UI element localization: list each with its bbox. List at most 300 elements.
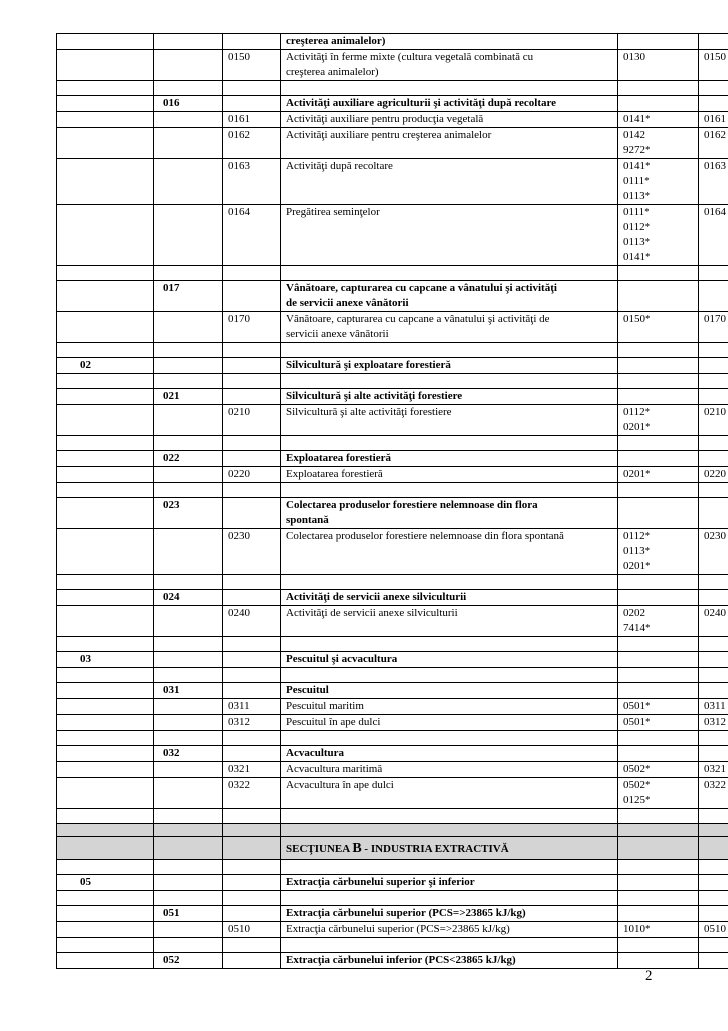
section-letter: B [352, 841, 362, 856]
division-code-cell [57, 159, 154, 205]
isic-code-cell [699, 281, 728, 312]
group-code-cell: 023 [154, 498, 223, 529]
empty-cell [223, 343, 281, 358]
group-code-cell [154, 652, 223, 668]
class-code-cell [223, 358, 281, 374]
class-code-cell [223, 96, 281, 112]
description-cell: Activităţi auxiliare pentru producţia vegetală [281, 112, 618, 128]
empty-cell [699, 436, 728, 451]
empty-cell [154, 891, 223, 906]
table-row [57, 159, 728, 205]
spacer-row [57, 860, 728, 875]
empty-cell [699, 938, 728, 953]
description-cell: Silvicultură şi alte activităţi forestiere [281, 389, 618, 405]
division-code-cell [57, 778, 154, 809]
group-code-cell: 052 [154, 953, 223, 969]
empty-cell [618, 809, 699, 824]
empty-cell [699, 860, 728, 875]
group-code-cell: 021 [154, 389, 223, 405]
description-cell: Extracţia cărbunelui superior şi inferior [281, 875, 618, 891]
empty-cell [154, 483, 223, 498]
group-code-cell: 051 [154, 906, 223, 922]
old-code-cell: 0201* [618, 467, 699, 483]
old-code-cell: 0501* [618, 699, 699, 715]
empty-cell [618, 860, 699, 875]
table-row [57, 906, 728, 922]
isic-code-cell: 0162 [699, 128, 728, 159]
empty-cell [154, 81, 223, 96]
old-code-cell [618, 281, 699, 312]
empty-cell [699, 891, 728, 906]
class-code-cell: 0322 [223, 778, 281, 809]
description-cell: Colectarea produselor forestiere nelemnoase din flora spontană [281, 498, 618, 529]
empty-cell [281, 938, 618, 953]
empty-cell [699, 266, 728, 281]
class-code-cell [223, 451, 281, 467]
old-code-cell: 0501* [618, 715, 699, 731]
empty-cell [57, 266, 154, 281]
table-row [57, 96, 728, 112]
description-cell: Activităţi în ferme mixte (cultura vegetală combinată cu creşterea animalelor) [281, 50, 618, 81]
isic-code-cell [699, 451, 728, 467]
empty-cell [281, 891, 618, 906]
empty-cell [618, 374, 699, 389]
isic-code-cell [699, 498, 728, 529]
group-code-cell [154, 467, 223, 483]
division-code-cell [57, 451, 154, 467]
division-code-cell [57, 699, 154, 715]
group-code-cell [154, 358, 223, 374]
empty-cell [57, 436, 154, 451]
spacer-row [57, 637, 728, 652]
description-cell: Acvacultura maritimă [281, 762, 618, 778]
empty-cell [223, 637, 281, 652]
table-row [57, 922, 728, 938]
empty-cell [223, 891, 281, 906]
class-code-cell [223, 652, 281, 668]
class-code-cell [223, 389, 281, 405]
division-code-cell [57, 953, 154, 969]
group-code-cell [154, 205, 223, 266]
description-cell: Exploatarea forestieră [281, 467, 618, 483]
group-code-cell [154, 34, 223, 50]
class-code-cell: 0150 [223, 50, 281, 81]
description-cell: Vânătoare, capturarea cu capcane a vânatului şi activităţi de servicii anexe vânătorii [281, 281, 618, 312]
division-code-cell [57, 906, 154, 922]
division-code-cell: 03 [57, 652, 154, 668]
empty-cell [57, 938, 154, 953]
description-cell: Silvicultură şi alte activităţi forestiere [281, 405, 618, 436]
isic-code-cell [699, 590, 728, 606]
empty-cell [57, 731, 154, 746]
class-code-cell: 0164 [223, 205, 281, 266]
class-code-cell: 0162 [223, 128, 281, 159]
old-code-cell: 0502* [618, 762, 699, 778]
spacer-row [57, 483, 728, 498]
section-title [281, 837, 618, 860]
old-code-cell: 0202 7414* [618, 606, 699, 637]
description-cell: Vânătoare, capturarea cu capcane a vânatului şi activităţi de servicii anexe vânătorii [281, 312, 618, 343]
class-code-cell: 0321 [223, 762, 281, 778]
empty-cell [223, 809, 281, 824]
division-code-cell [57, 498, 154, 529]
isic-code-cell: 0170 [699, 312, 728, 343]
empty-cell [154, 860, 223, 875]
empty-cell [618, 343, 699, 358]
division-code-cell [57, 405, 154, 436]
empty-cell [281, 731, 618, 746]
description-cell: Activităţi de servicii anexe silviculturii [281, 590, 618, 606]
table-row [57, 762, 728, 778]
class-code-cell [223, 875, 281, 891]
old-code-cell [618, 875, 699, 891]
empty-cell [699, 343, 728, 358]
empty-cell [618, 266, 699, 281]
isic-code-cell [699, 34, 728, 50]
division-code-cell [57, 34, 154, 50]
isic-code-cell [699, 652, 728, 668]
old-code-cell [618, 906, 699, 922]
empty-cell [223, 860, 281, 875]
description-cell: Acvacultura în ape dulci [281, 778, 618, 809]
empty-cell [223, 824, 281, 837]
table-row [57, 451, 728, 467]
empty-cell [223, 731, 281, 746]
division-code-cell [57, 281, 154, 312]
table-row [57, 358, 728, 374]
description-cell: Pregătirea seminţelor [281, 205, 618, 266]
empty-cell [699, 637, 728, 652]
old-code-cell [618, 652, 699, 668]
table-row [57, 112, 728, 128]
division-code-cell [57, 128, 154, 159]
isic-code-cell [699, 875, 728, 891]
old-code-cell [618, 451, 699, 467]
group-code-cell [154, 405, 223, 436]
empty-cell [57, 374, 154, 389]
table-row [57, 128, 728, 159]
class-code-cell: 0220 [223, 467, 281, 483]
empty-cell [223, 436, 281, 451]
empty-cell [223, 81, 281, 96]
group-code-cell [154, 699, 223, 715]
isic-code-cell [699, 683, 728, 699]
empty-cell [154, 668, 223, 683]
old-code-cell: 0141* [618, 112, 699, 128]
isic-code-cell: 0312 [699, 715, 728, 731]
class-code-cell: 0510 [223, 922, 281, 938]
empty-cell [699, 668, 728, 683]
isic-code-cell [699, 358, 728, 374]
empty-cell [57, 837, 154, 860]
description-cell: Extracţia cărbunelui inferior (PCS<23865 kJ/kg) [281, 953, 618, 969]
isic-code-cell [699, 389, 728, 405]
class-code-cell: 0163 [223, 159, 281, 205]
group-code-cell: 032 [154, 746, 223, 762]
empty-cell [281, 637, 618, 652]
isic-code-cell [699, 96, 728, 112]
empty-cell [699, 374, 728, 389]
old-code-cell [618, 389, 699, 405]
empty-cell [618, 837, 699, 860]
table-row [57, 312, 728, 343]
classification-table [56, 33, 728, 969]
isic-code-cell: 0163 [699, 159, 728, 205]
empty-cell [154, 837, 223, 860]
isic-code-cell: 0150 [699, 50, 728, 81]
spacer-row [57, 266, 728, 281]
isic-code-cell: 0321 [699, 762, 728, 778]
empty-cell [154, 436, 223, 451]
isic-code-cell [699, 906, 728, 922]
page-number: 2 [645, 968, 653, 984]
empty-cell [618, 668, 699, 683]
group-code-cell: 024 [154, 590, 223, 606]
division-code-cell [57, 96, 154, 112]
description-cell: Acvacultura [281, 746, 618, 762]
group-code-cell [154, 529, 223, 575]
description-cell: Pescuitul în ape dulci [281, 715, 618, 731]
table-row [57, 875, 728, 891]
table-row [57, 715, 728, 731]
empty-cell [154, 824, 223, 837]
empty-cell [281, 374, 618, 389]
table-row [57, 529, 728, 575]
empty-cell [699, 824, 728, 837]
table-row [57, 778, 728, 809]
table-row [57, 389, 728, 405]
isic-code-cell: 0510 [699, 922, 728, 938]
isic-code-cell: 0230 [699, 529, 728, 575]
old-code-cell: 1010* [618, 922, 699, 938]
old-code-cell: 0142 9272* [618, 128, 699, 159]
group-code-cell: 017 [154, 281, 223, 312]
isic-code-cell [699, 746, 728, 762]
old-code-cell [618, 358, 699, 374]
empty-cell [281, 809, 618, 824]
division-code-cell [57, 50, 154, 81]
empty-cell [618, 436, 699, 451]
table-row [57, 683, 728, 699]
old-code-cell [618, 34, 699, 50]
empty-cell [57, 809, 154, 824]
group-code-cell [154, 778, 223, 809]
spacer-row [57, 374, 728, 389]
isic-code-cell: 0240 [699, 606, 728, 637]
isic-code-cell: 0220 [699, 467, 728, 483]
division-code-cell [57, 590, 154, 606]
old-code-cell [618, 746, 699, 762]
old-code-cell: 0141* 0111* 0113* [618, 159, 699, 205]
isic-code-cell: 0311 [699, 699, 728, 715]
class-code-cell [223, 34, 281, 50]
table-row [57, 606, 728, 637]
isic-code-cell: 0210 [699, 405, 728, 436]
group-code-cell [154, 112, 223, 128]
division-code-cell [57, 922, 154, 938]
empty-cell [618, 938, 699, 953]
empty-cell [223, 374, 281, 389]
empty-cell [281, 575, 618, 590]
empty-cell [223, 837, 281, 860]
group-code-cell [154, 50, 223, 81]
division-code-cell [57, 112, 154, 128]
empty-cell [281, 343, 618, 358]
empty-cell [57, 891, 154, 906]
class-code-cell: 0161 [223, 112, 281, 128]
old-code-cell [618, 590, 699, 606]
class-code-cell [223, 906, 281, 922]
group-code-cell [154, 762, 223, 778]
spacer-row [57, 436, 728, 451]
class-code-cell: 0311 [223, 699, 281, 715]
group-code-cell: 016 [154, 96, 223, 112]
division-code-cell [57, 467, 154, 483]
spacer-row [57, 668, 728, 683]
empty-cell [154, 731, 223, 746]
empty-cell [281, 81, 618, 96]
empty-cell [618, 483, 699, 498]
spacer-row [57, 809, 728, 824]
description-cell: Silvicultură şi exploatare forestieră [281, 358, 618, 374]
class-code-cell: 0170 [223, 312, 281, 343]
table-row [57, 652, 728, 668]
table-row [57, 590, 728, 606]
table-row [57, 405, 728, 436]
class-code-cell [223, 590, 281, 606]
empty-cell [57, 668, 154, 683]
division-code-cell [57, 762, 154, 778]
division-code-cell [57, 606, 154, 637]
description-cell: Activităţi de servicii anexe silviculturii [281, 606, 618, 637]
empty-cell [281, 668, 618, 683]
description-cell: Pescuitul maritim [281, 699, 618, 715]
group-code-cell [154, 606, 223, 637]
empty-cell [699, 809, 728, 824]
spacer-row [57, 575, 728, 590]
group-code-cell [154, 875, 223, 891]
empty-cell [57, 343, 154, 358]
description-cell: Pescuitul [281, 683, 618, 699]
class-code-cell [223, 746, 281, 762]
group-code-cell [154, 312, 223, 343]
class-code-cell: 0230 [223, 529, 281, 575]
description-cell: Exploatarea forestieră [281, 451, 618, 467]
old-code-cell [618, 96, 699, 112]
class-code-cell: 0240 [223, 606, 281, 637]
table-row [57, 699, 728, 715]
spacer-row [57, 891, 728, 906]
old-code-cell: 0112* 0113* 0201* [618, 529, 699, 575]
table-row [57, 34, 728, 50]
empty-cell [281, 824, 618, 837]
empty-cell [699, 81, 728, 96]
isic-code-cell: 0322 [699, 778, 728, 809]
empty-cell [618, 81, 699, 96]
isic-code-cell: 0161 [699, 112, 728, 128]
empty-cell [618, 575, 699, 590]
empty-cell [57, 575, 154, 590]
old-code-cell: 0502* 0125* [618, 778, 699, 809]
division-code-cell: 02 [57, 358, 154, 374]
class-code-cell [223, 683, 281, 699]
old-code-cell: 0112* 0201* [618, 405, 699, 436]
empty-cell [154, 637, 223, 652]
classification-table-container [56, 33, 724, 969]
empty-cell [281, 483, 618, 498]
description-cell: Activităţi după recoltare [281, 159, 618, 205]
empty-cell [699, 837, 728, 860]
empty-cell [154, 809, 223, 824]
empty-cell [699, 731, 728, 746]
empty-cell [154, 938, 223, 953]
description-cell: Activităţi auxiliare agriculturii şi activităţi după recoltare [281, 96, 618, 112]
table-row [57, 467, 728, 483]
class-code-cell [223, 498, 281, 529]
section-header-row [57, 837, 728, 860]
empty-cell [618, 637, 699, 652]
group-code-cell: 031 [154, 683, 223, 699]
empty-cell [57, 637, 154, 652]
division-code-cell [57, 529, 154, 575]
empty-cell [57, 483, 154, 498]
section-title-suffix: - INDUSTRIA EXTRACTIVĂ [361, 843, 509, 855]
description-cell: Extracţia cărbunelui superior (PCS=>23865 kJ/kg) [281, 922, 618, 938]
table-body [57, 34, 728, 969]
old-code-cell [618, 953, 699, 969]
empty-cell [223, 668, 281, 683]
division-code-cell [57, 683, 154, 699]
empty-cell [281, 436, 618, 451]
section-title-prefix: SECŢIUNEA [286, 843, 353, 855]
class-code-cell [223, 281, 281, 312]
description-cell: Activităţi auxiliare pentru creşterea animalelor [281, 128, 618, 159]
division-code-cell [57, 389, 154, 405]
empty-cell [154, 374, 223, 389]
group-code-cell [154, 159, 223, 205]
spacer-row [57, 81, 728, 96]
empty-cell [699, 575, 728, 590]
empty-cell [223, 483, 281, 498]
table-row [57, 953, 728, 969]
empty-cell [154, 575, 223, 590]
table-row [57, 746, 728, 762]
old-code-cell [618, 683, 699, 699]
old-code-cell [618, 498, 699, 529]
old-code-cell: 0150* [618, 312, 699, 343]
description-cell: Pescuitul şi acvacultura [281, 652, 618, 668]
empty-cell [223, 938, 281, 953]
class-code-cell [223, 953, 281, 969]
division-code-cell: 05 [57, 875, 154, 891]
empty-cell [57, 824, 154, 837]
description-cell: Colectarea produselor forestiere nelemnoase din flora spontană [281, 529, 618, 575]
division-code-cell [57, 746, 154, 762]
isic-code-cell [699, 953, 728, 969]
empty-cell [57, 860, 154, 875]
empty-cell [618, 891, 699, 906]
empty-cell [154, 343, 223, 358]
spacer-row [57, 731, 728, 746]
empty-cell [154, 266, 223, 281]
table-row [57, 498, 728, 529]
description-cell: creşterea animalelor) [281, 34, 618, 50]
group-code-cell: 022 [154, 451, 223, 467]
empty-cell [57, 81, 154, 96]
division-code-cell [57, 715, 154, 731]
spacer-row [57, 343, 728, 358]
group-code-cell [154, 128, 223, 159]
